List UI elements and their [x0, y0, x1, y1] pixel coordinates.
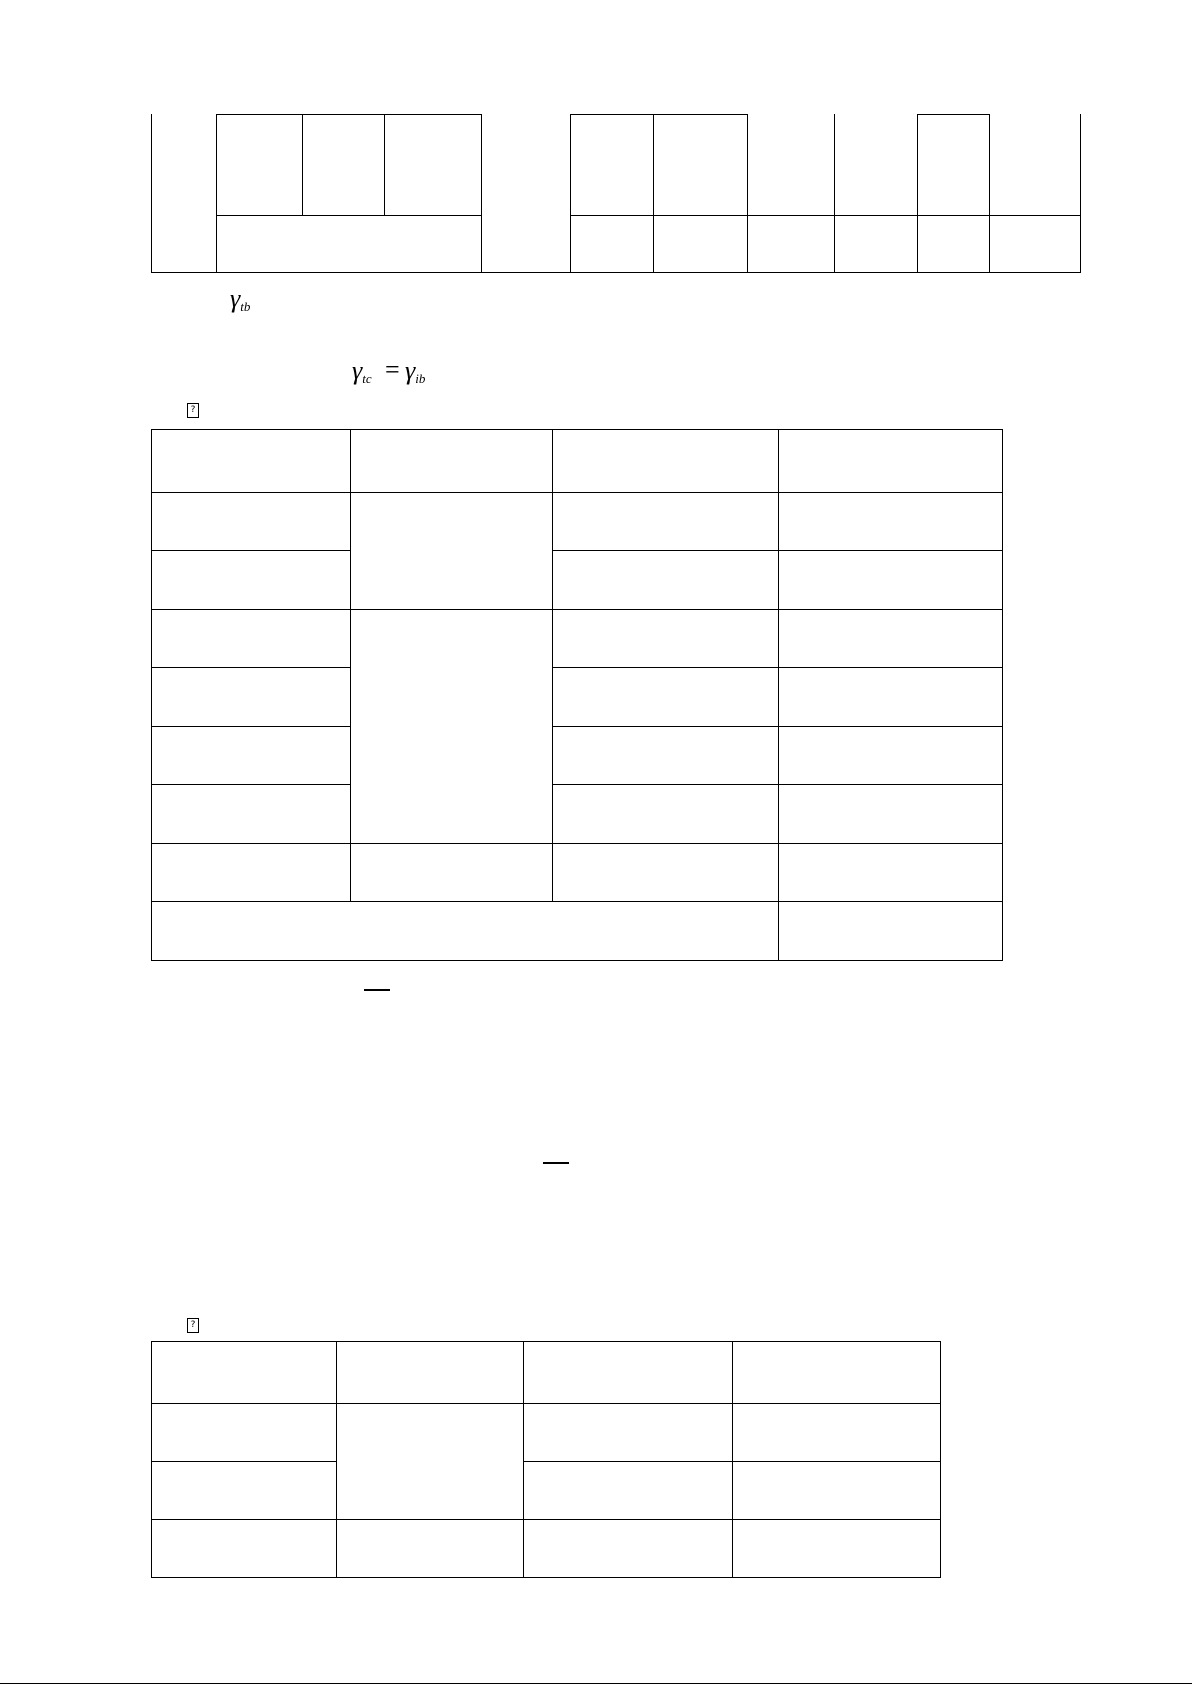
table-row: [152, 1520, 941, 1578]
table-row: [152, 727, 1003, 785]
table-row: [152, 493, 1003, 551]
table-cell: [779, 902, 1003, 961]
gamma-tb-base: γ: [230, 284, 241, 313]
table-row: [152, 785, 1003, 844]
table-cell: [152, 785, 351, 844]
top-table-group2-sep: [653, 114, 654, 273]
fraction-bar: [543, 1162, 569, 1164]
middle-table: [151, 429, 1003, 961]
table-cell: [733, 1404, 941, 1462]
table-cell-merged: [351, 610, 553, 844]
top-table-group2-top-b: [917, 114, 989, 115]
table-cell: [553, 610, 779, 668]
table-cell: [553, 493, 779, 551]
top-table-group2-sep: [834, 114, 835, 273]
table-row: [152, 902, 1003, 961]
table-cell: [779, 727, 1003, 785]
table-cell: [337, 1520, 524, 1578]
table-cell: [337, 1342, 524, 1404]
table-cell: [779, 551, 1003, 610]
table-cell: [351, 844, 553, 902]
table-cell: [733, 1342, 941, 1404]
footer-rule: [0, 1683, 1192, 1684]
table-cell: [152, 668, 351, 727]
top-table-group2-top-a: [570, 114, 747, 115]
table-cell-merged: [337, 1404, 524, 1520]
table-row: [152, 430, 1003, 493]
table-cell: [152, 1342, 337, 1404]
table-row: [152, 668, 1003, 727]
top-table-col-sep: [570, 114, 571, 273]
top-table-group2-sep: [747, 114, 748, 273]
top-table-bottom-border: [151, 272, 1081, 273]
top-table-group1-top: [216, 114, 482, 115]
table-cell: [779, 668, 1003, 727]
table-cell: [152, 727, 351, 785]
table-cell: [524, 1520, 733, 1578]
top-table-group1-sep: [302, 114, 303, 216]
bottom-table: [151, 1341, 941, 1578]
table-cell: [779, 610, 1003, 668]
missing-glyph-box: ?: [187, 1318, 199, 1333]
table-cell: [524, 1342, 733, 1404]
table-cell: [553, 844, 779, 902]
top-table-group2-mid: [570, 215, 1081, 216]
top-table-col-sep: [216, 114, 217, 273]
table-row: [152, 1462, 941, 1520]
top-table-col-sep: [1080, 114, 1081, 273]
missing-glyph-box: ?: [187, 403, 199, 418]
table-cell: [152, 844, 351, 902]
table-cell: [152, 1462, 337, 1520]
top-table-group1-mid: [216, 215, 482, 216]
gamma-tb-symbol: [230, 286, 250, 313]
gamma-ib-base: γ: [405, 356, 416, 385]
table-row: [152, 844, 1003, 902]
table-cell-merged: [152, 902, 779, 961]
gamma-tc-base: γ: [352, 356, 363, 385]
table-cell: [553, 785, 779, 844]
table-cell: [524, 1404, 733, 1462]
equals-sign: =: [385, 355, 400, 384]
table-cell: [152, 610, 351, 668]
table-cell: [524, 1462, 733, 1520]
table-cell: [351, 430, 553, 493]
table-cell: [779, 493, 1003, 551]
gamma-ib-symbol: [405, 358, 425, 385]
table-cell: [152, 1520, 337, 1578]
table-cell: [733, 1520, 941, 1578]
table-cell: [152, 430, 351, 493]
table-cell: [553, 430, 779, 493]
top-table-group2-sep: [989, 114, 990, 273]
top-table-left-border: [151, 114, 152, 273]
top-table-group2-sep: [917, 114, 918, 273]
table-row: [152, 610, 1003, 668]
table-cell: [152, 493, 351, 551]
top-table-group1-sep: [384, 114, 385, 216]
table-cell: [553, 727, 779, 785]
table-cell: [152, 551, 351, 610]
table-row: [152, 551, 1003, 610]
table-cell: [553, 551, 779, 610]
gamma-tc-sub: tc: [362, 371, 372, 386]
table-cell: [779, 430, 1003, 493]
table-cell: [152, 1404, 337, 1462]
table-row: [152, 1404, 941, 1462]
table-cell-merged: [351, 493, 553, 610]
fraction-bar: [364, 989, 390, 991]
table-cell: [779, 844, 1003, 902]
gamma-ib-sub: ib: [415, 371, 426, 386]
table-row: [152, 1342, 941, 1404]
gamma-tb-sub: tb: [240, 299, 251, 314]
table-cell: [733, 1462, 941, 1520]
table-cell: [553, 668, 779, 727]
gamma-tc-symbol: [352, 358, 372, 385]
table-cell: [779, 785, 1003, 844]
top-table-col-sep: [481, 114, 482, 273]
